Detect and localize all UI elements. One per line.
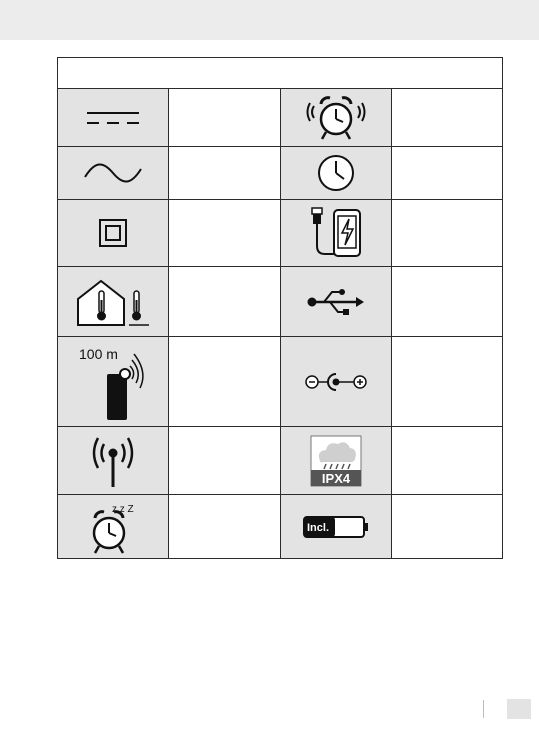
table-row xyxy=(58,427,503,495)
table-cell-text xyxy=(169,427,280,495)
page-number-box xyxy=(507,699,531,719)
table-row xyxy=(58,89,503,147)
battery-label: Incl. xyxy=(306,521,329,534)
table-header-row xyxy=(58,58,503,89)
dc-current-icon xyxy=(58,89,169,147)
table-cell-text xyxy=(391,495,502,559)
table-cell-text xyxy=(169,337,280,427)
indoor-outdoor-thermometer-icon xyxy=(58,267,169,337)
range-label: 100 m xyxy=(79,345,119,362)
table-header xyxy=(58,58,503,89)
ipx-label: IPX4 xyxy=(321,470,350,486)
remote-sensor-range-icon xyxy=(58,337,169,427)
snooze-alarm-clock-icon xyxy=(58,495,169,559)
footer-divider xyxy=(483,700,484,718)
table-cell-text xyxy=(169,200,280,267)
table-cell-text xyxy=(391,200,502,267)
radio-signal-tower-icon xyxy=(58,427,169,495)
snooze-label: z z Z xyxy=(112,503,134,515)
table-cell-text xyxy=(391,89,502,147)
smartphone-usb-charging-icon xyxy=(280,200,391,267)
table-row xyxy=(58,267,503,337)
table-row xyxy=(58,147,503,200)
ac-current-icon xyxy=(58,147,169,200)
table-cell-text xyxy=(391,337,502,427)
table-cell-text xyxy=(169,495,280,559)
table-cell-text xyxy=(391,427,502,495)
table-cell-text xyxy=(391,267,502,337)
top-band xyxy=(0,0,539,40)
table-row xyxy=(58,200,503,267)
usb-icon xyxy=(280,267,391,337)
table-cell-text xyxy=(391,147,502,200)
table-row xyxy=(58,495,503,559)
ipx4-splash-protection-icon xyxy=(280,427,391,495)
battery-included-icon xyxy=(280,495,391,559)
table-cell-text xyxy=(169,147,280,200)
table-row xyxy=(58,337,503,427)
symbol-table xyxy=(57,57,503,559)
table-cell-text xyxy=(169,267,280,337)
alarm-clock-ringing-icon xyxy=(280,89,391,147)
dc-polarity-icon xyxy=(280,337,391,427)
clock-icon xyxy=(280,147,391,200)
protection-class-ii-icon xyxy=(58,200,169,267)
table-cell-text xyxy=(169,89,280,147)
